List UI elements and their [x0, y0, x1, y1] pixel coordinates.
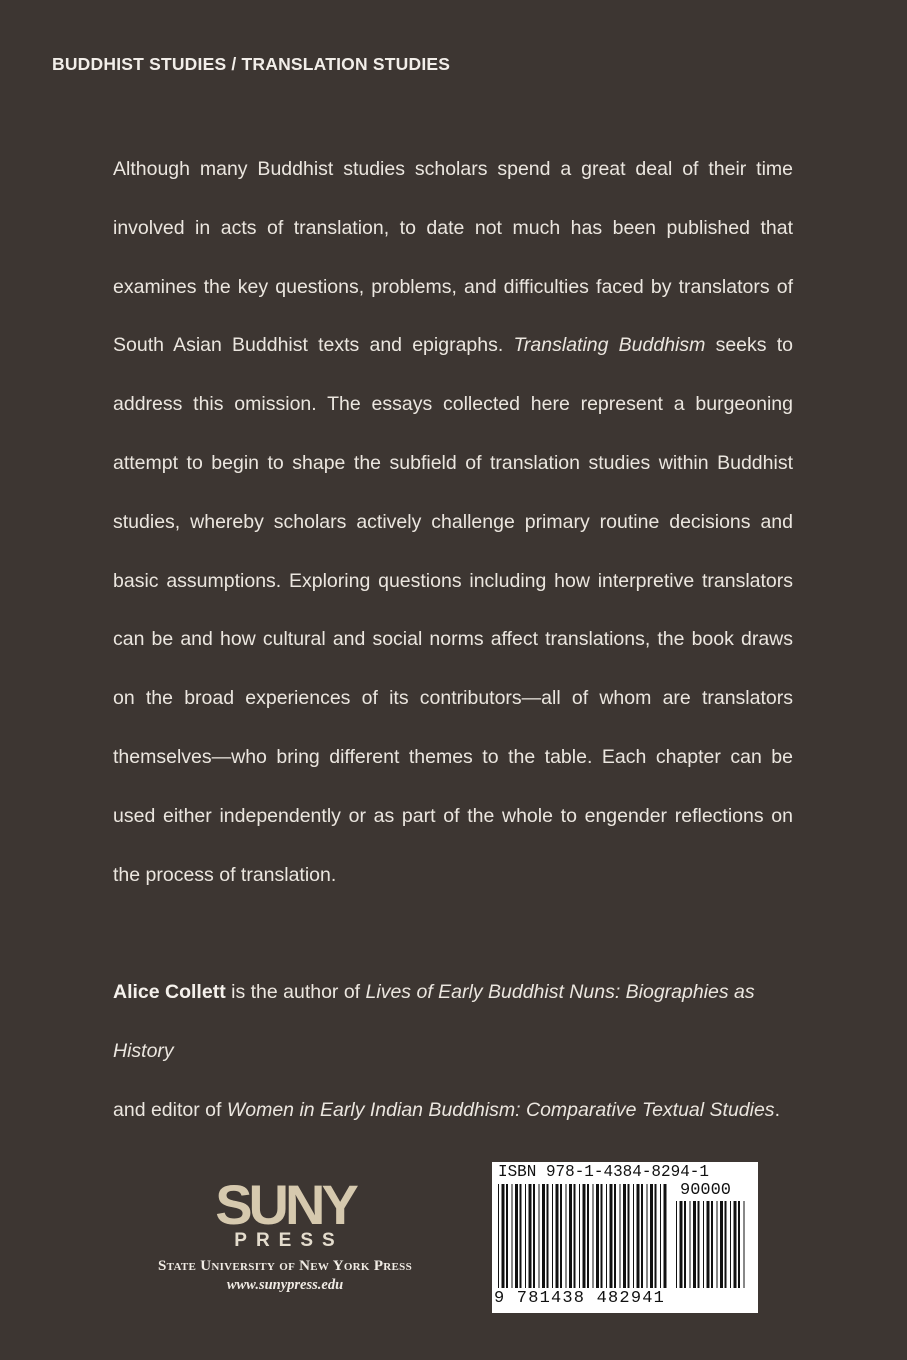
book-description — [113, 140, 793, 904]
barcode-bar — [569, 1184, 572, 1288]
barcode-bar — [614, 1184, 616, 1288]
bio-book1: Lives of Early Buddhist Nuns: Biographies as History — [113, 981, 755, 1062]
barcode-bar — [720, 1201, 723, 1288]
barcode-bar — [744, 1201, 745, 1288]
author-bio — [113, 963, 803, 1139]
barcode-bar — [637, 1184, 640, 1288]
barcode-bar — [498, 1184, 499, 1288]
barcode-bar — [717, 1201, 718, 1288]
bio-text1: is the author of — [225, 981, 366, 1003]
barcode-bar — [533, 1184, 535, 1288]
barcode-bar — [693, 1201, 696, 1288]
barcode-bar — [633, 1184, 634, 1288]
barcode-bar — [647, 1184, 648, 1288]
barcode-bar — [655, 1184, 657, 1288]
barcode-bar — [556, 1184, 559, 1288]
barcode-bar — [730, 1201, 731, 1288]
barcode-bar — [641, 1184, 643, 1288]
barcode-bar — [502, 1184, 505, 1288]
bio-text3: . — [774, 1098, 780, 1121]
barcode-bar — [703, 1201, 704, 1288]
barcode-bar — [583, 1184, 586, 1288]
barcode-bar — [660, 1184, 661, 1288]
barcode-bar — [579, 1184, 580, 1288]
barcode-bar — [628, 1184, 630, 1288]
barcode-bar — [725, 1201, 727, 1288]
barcode-bar — [680, 1201, 683, 1288]
barcode-bar — [601, 1184, 603, 1288]
bio-book2: Women in Early Indian Buddhism: Comparative Textual Studies — [226, 1098, 775, 1121]
description-part1: Although many Buddhist studies scholars spend a great deal of their time involved in acts of translation, to date not much has been published that examines the key questions, problems, and difficulties faced by translators of South Asian Buddhist texts and epigraphs. — [113, 158, 793, 357]
barcode-bar — [566, 1184, 567, 1288]
barcode-bar — [738, 1201, 740, 1288]
barcode-bar — [596, 1184, 599, 1288]
isbn-label: ISBN 978-1-4384-8294-1 — [498, 1163, 709, 1182]
barcode-bar — [587, 1184, 589, 1288]
barcode-bar — [620, 1184, 621, 1288]
description-part2: seeks to address this omission. The essays collected here represent a burgeoning attempt to begin to shape the subfield of translation studies within Buddhist studies, whereby scholars actively challenge primary routine decisions and basic assumptions. Exploring questions including how interpretive translators can be and how cultural and social norms affect translations, the book draws on the broad experiences of its contributors—all of whom are translators themselves—who bring different themes to the table. Each chapter can be used either independently or as part of the whole to engender reflections on the process of translation. — [113, 334, 793, 886]
bio-text2: and editor of — [113, 1098, 227, 1121]
barcode-digits: 9 781438 482941 — [494, 1289, 666, 1308]
logo-suny: SUNY — [215, 1173, 355, 1236]
barcode-bar — [606, 1184, 607, 1288]
barcode-bar — [520, 1184, 522, 1288]
barcode-bar — [650, 1184, 653, 1288]
barcode-bar — [684, 1201, 686, 1288]
barcode-bars — [498, 1184, 670, 1288]
barcode-bar — [552, 1184, 553, 1288]
logo-press: PRESS — [234, 1230, 344, 1251]
barcode-bar — [547, 1184, 549, 1288]
barcode-bar — [529, 1184, 532, 1288]
category-label: BUDDHIST STUDIES / TRANSLATION STUDIES — [52, 54, 451, 74]
publisher-url: www.sunypress.edu — [226, 1277, 344, 1293]
publisher-name: State University of New York Press — [157, 1258, 413, 1274]
publisher-logo — [130, 1173, 440, 1294]
author-name: Alice Collett — [113, 981, 226, 1003]
barcode-bar — [711, 1201, 713, 1288]
barcode-bar — [664, 1184, 667, 1288]
barcode-bar — [515, 1184, 518, 1288]
barcode-bar — [512, 1184, 513, 1288]
barcode-bar — [593, 1184, 594, 1288]
barcode-bar — [574, 1184, 576, 1288]
barcode-bar — [525, 1184, 526, 1288]
barcode-bar — [676, 1201, 677, 1288]
barcode-bar — [734, 1201, 737, 1288]
barcode-bar — [698, 1201, 700, 1288]
barcode-bar — [560, 1184, 562, 1288]
barcode-bar — [539, 1184, 540, 1288]
barcode-bar — [610, 1184, 613, 1288]
barcode-bar — [623, 1184, 626, 1288]
barcode-bar — [542, 1184, 545, 1288]
barcode-bar — [707, 1201, 710, 1288]
addon-bars — [676, 1201, 748, 1288]
book-title: Translating Buddhism — [513, 334, 706, 357]
isbn-barcode — [492, 1162, 758, 1313]
addon-code: 90000 — [680, 1181, 732, 1200]
barcode-bar — [690, 1201, 691, 1288]
barcode-bar — [506, 1184, 508, 1288]
